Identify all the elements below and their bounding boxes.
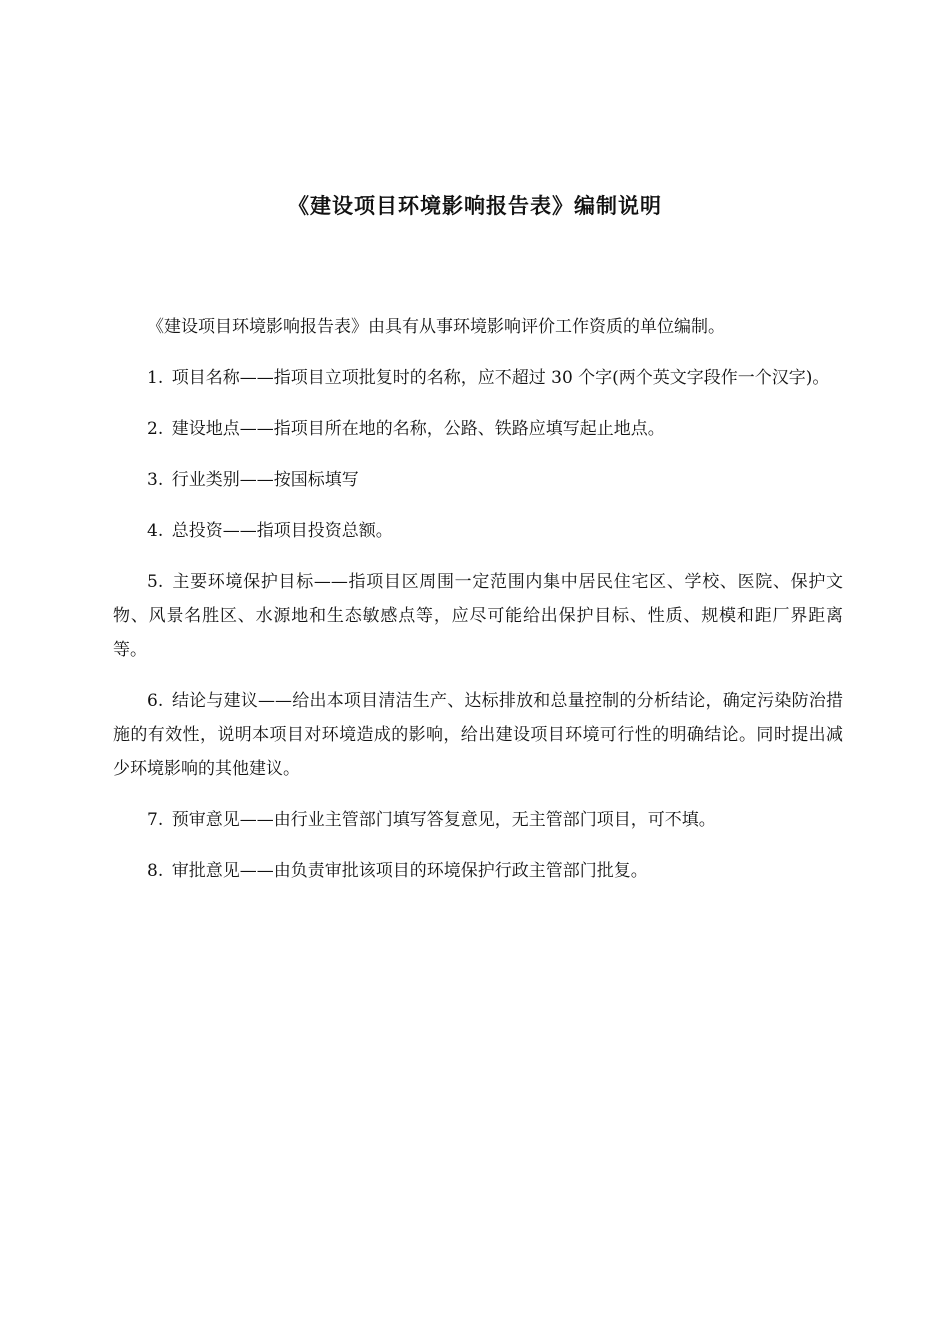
item-text: 建设地点——指项目所在地的名称，公路、铁路应填写起止地点。 [171, 419, 665, 439]
item-text: 预审意见——由行业主管部门填写答复意见，无主管部门项目，可不填。 [171, 810, 716, 830]
item-text: 主要环境保护目标——指项目区周围一定范围内集中居民住宅区、学校、医院、保护文物、风景名胜区、水源地和生态敏感点等，应尽可能给出保护目标、性质、规模和距厂界距离等。 [113, 572, 843, 660]
item-number: 8. [147, 861, 164, 881]
item-6 [113, 684, 843, 786]
item-text: 总投资——指项目投资总额。 [171, 521, 393, 541]
item-number: 7. [147, 810, 164, 830]
item-text: 审批意见——由负责审批该项目的环境保护行政主管部门批复。 [171, 861, 648, 881]
intro-paragraph: 《建设项目环境影响报告表》由具有从事环境影响评价工作资质的单位编制。 [147, 317, 725, 337]
item-number: 3. [147, 470, 164, 490]
item-4 [113, 514, 843, 548]
document-title: 《建设项目环境影响报告表》编制说明 [288, 194, 662, 218]
item-8 [113, 854, 843, 888]
item-7 [113, 803, 843, 837]
item-number: 5. [147, 572, 164, 592]
item-text: 行业类别——按国标填写 [171, 470, 359, 490]
item-number: 2. [147, 419, 164, 439]
document-body [113, 310, 843, 905]
item-number: 4. [147, 521, 164, 541]
item-text: 项目名称——指项目立项批复时的名称，应不超过 30 个字(两个英文字段作一个汉字)。 [171, 368, 830, 388]
item-3 [113, 463, 843, 497]
item-5 [113, 565, 843, 667]
item-1 [113, 361, 843, 395]
item-number: 6. [147, 691, 164, 711]
item-number: 1. [147, 368, 164, 388]
item-text: 结论与建议——给出本项目清洁生产、达标排放和总量控制的分析结论，确定污染防治措施的有效性，说明本项目对环境造成的影响，给出建设项目环境可行性的明确结论。同时提出减少环境影响的其他建议。 [113, 691, 843, 779]
item-2 [113, 412, 843, 446]
